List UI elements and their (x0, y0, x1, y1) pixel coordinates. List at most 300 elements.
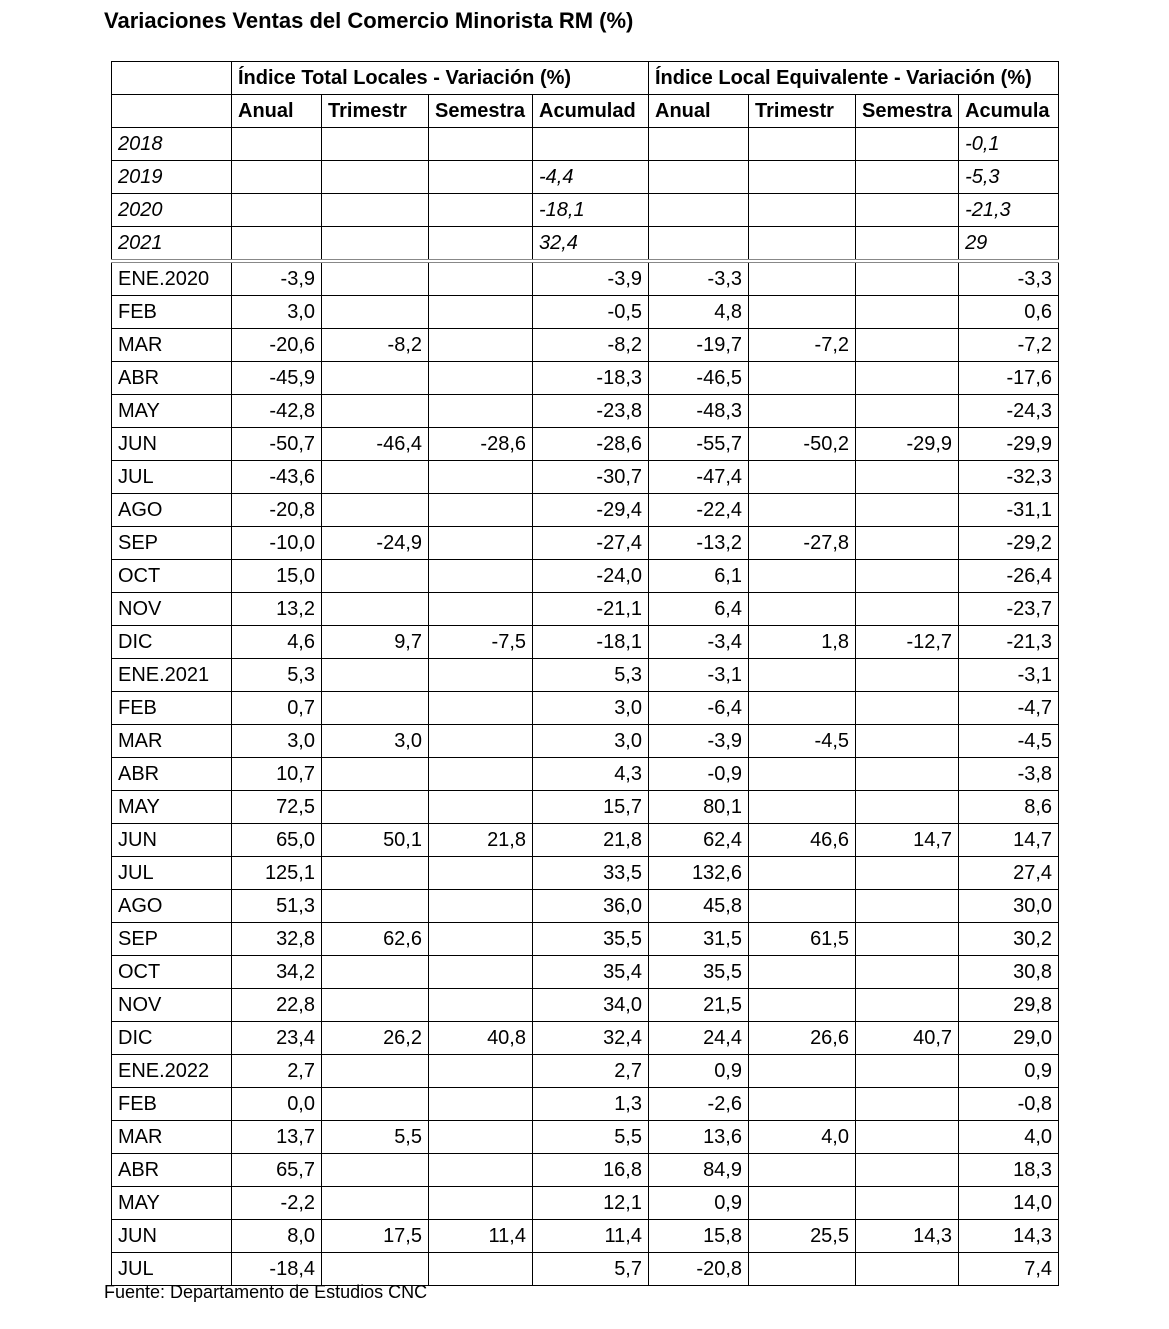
month-row (112, 725, 1059, 758)
table-cell (856, 1154, 959, 1187)
column-header: Semestra (429, 95, 533, 128)
table-cell: 4,0 (959, 1121, 1059, 1154)
month-row (112, 261, 1059, 296)
table-cell: 3,0 (322, 725, 429, 758)
month-row (112, 890, 1059, 923)
table-cell (749, 989, 856, 1022)
table-cell (322, 1154, 429, 1187)
table-cell: -18,3 (533, 362, 649, 395)
table-cell: 40,8 (429, 1022, 533, 1055)
table-cell: -23,7 (959, 593, 1059, 626)
row-label: ABR (112, 758, 232, 791)
table-cell: -3,4 (649, 626, 749, 659)
table-cell: 3,0 (533, 692, 649, 725)
table-cell (856, 494, 959, 527)
table-cell: 65,0 (232, 824, 322, 857)
table-cell: -24,0 (533, 560, 649, 593)
table-cell: 5,5 (533, 1121, 649, 1154)
table-cell: 30,8 (959, 956, 1059, 989)
table-cell (322, 161, 429, 194)
table-cell (429, 494, 533, 527)
table-cell: 1,3 (533, 1088, 649, 1121)
table-cell (749, 395, 856, 428)
table-cell (749, 1154, 856, 1187)
table-cell: 8,0 (232, 1220, 322, 1253)
table-cell (856, 791, 959, 824)
table-cell (749, 128, 856, 161)
table-cell: -21,1 (533, 593, 649, 626)
table-cell: 5,5 (322, 1121, 429, 1154)
table-cell (232, 128, 322, 161)
table-cell: 26,6 (749, 1022, 856, 1055)
month-row (112, 626, 1059, 659)
corner-cell (112, 62, 232, 95)
table-cell (429, 692, 533, 725)
table-cell: 80,1 (649, 791, 749, 824)
table-cell (856, 362, 959, 395)
column-header: Acumula (959, 95, 1059, 128)
table-cell (856, 725, 959, 758)
table-cell: -28,6 (429, 428, 533, 461)
month-row (112, 791, 1059, 824)
table-cell (322, 659, 429, 692)
table-cell: 51,3 (232, 890, 322, 923)
month-row (112, 758, 1059, 791)
table-cell: -10,0 (232, 527, 322, 560)
page-title: Variaciones Ventas del Comercio Minorista RM (%) (104, 8, 634, 33)
table-cell (856, 395, 959, 428)
table-cell (856, 1187, 959, 1220)
table-cell (429, 1088, 533, 1121)
table-cell: -3,1 (959, 659, 1059, 692)
table-cell: 29 (959, 227, 1059, 262)
row-label: JUN (112, 428, 232, 461)
month-row (112, 395, 1059, 428)
table-cell: -46,5 (649, 362, 749, 395)
table-cell (856, 1253, 959, 1286)
table-cell: -55,7 (649, 428, 749, 461)
table-cell (749, 857, 856, 890)
row-label: OCT (112, 560, 232, 593)
table-cell (322, 791, 429, 824)
table-cell: -23,8 (533, 395, 649, 428)
table-cell: 7,4 (959, 1253, 1059, 1286)
table-cell: 29,8 (959, 989, 1059, 1022)
month-row (112, 560, 1059, 593)
table-cell: 40,7 (856, 1022, 959, 1055)
table-cell (322, 362, 429, 395)
month-row (112, 1220, 1059, 1253)
table-cell: 18,3 (959, 1154, 1059, 1187)
table-cell: 14,3 (856, 1220, 959, 1253)
month-row (112, 329, 1059, 362)
table-cell: 13,2 (232, 593, 322, 626)
table-cell: -4,5 (959, 725, 1059, 758)
month-row (112, 494, 1059, 527)
table-cell (322, 128, 429, 161)
table-cell (749, 758, 856, 791)
table-cell: 46,6 (749, 824, 856, 857)
table-cell: 0,9 (649, 1187, 749, 1220)
table-cell: 32,8 (232, 923, 322, 956)
table-cell: -21,3 (959, 194, 1059, 227)
table-cell: 14,0 (959, 1187, 1059, 1220)
group-header: Índice Total Locales - Variación (%) (232, 62, 649, 95)
table-cell (429, 161, 533, 194)
table-cell: 15,8 (649, 1220, 749, 1253)
table-cell (429, 857, 533, 890)
table-cell (322, 593, 429, 626)
table-cell (649, 128, 749, 161)
column-header: Semestra (856, 95, 959, 128)
table-cell (856, 692, 959, 725)
table-cell: -19,7 (649, 329, 749, 362)
table-cell (533, 128, 649, 161)
column-header: Trimestr (749, 95, 856, 128)
table-cell: 6,4 (649, 593, 749, 626)
table-cell (749, 227, 856, 262)
table-cell (322, 989, 429, 1022)
table-cell: -3,1 (649, 659, 749, 692)
table-cell: -47,4 (649, 461, 749, 494)
table-cell (749, 261, 856, 296)
table-cell (429, 659, 533, 692)
table-cell: 32,4 (533, 1022, 649, 1055)
table-cell: -0,5 (533, 296, 649, 329)
table-cell (429, 1154, 533, 1187)
table-cell: -43,6 (232, 461, 322, 494)
table-cell (856, 296, 959, 329)
corner-cell (112, 95, 232, 128)
table-cell: -28,6 (533, 428, 649, 461)
table-cell: 23,4 (232, 1022, 322, 1055)
table-cell: -3,8 (959, 758, 1059, 791)
table-cell: -8,2 (322, 329, 429, 362)
table-cell (856, 593, 959, 626)
month-row (112, 923, 1059, 956)
table-cell (429, 296, 533, 329)
year-row (112, 227, 1059, 262)
table-cell: 2,7 (232, 1055, 322, 1088)
table-cell (322, 1055, 429, 1088)
table-cell: 16,8 (533, 1154, 649, 1187)
table-cell (232, 194, 322, 227)
table-cell (232, 227, 322, 262)
table-cell: -0,8 (959, 1088, 1059, 1121)
table-cell (429, 461, 533, 494)
table-cell (429, 791, 533, 824)
row-label: MAR (112, 1121, 232, 1154)
table-cell (749, 161, 856, 194)
table-cell: 31,5 (649, 923, 749, 956)
table-cell: 0,9 (649, 1055, 749, 1088)
month-row (112, 1187, 1059, 1220)
table-cell: 4,0 (749, 1121, 856, 1154)
table-cell (322, 956, 429, 989)
table-cell: 15,0 (232, 560, 322, 593)
table-cell: 9,7 (322, 626, 429, 659)
table-cell (429, 1055, 533, 1088)
table-cell: -29,9 (856, 428, 959, 461)
table-cell: 84,9 (649, 1154, 749, 1187)
table-cell: -18,4 (232, 1253, 322, 1286)
table-cell: 12,1 (533, 1187, 649, 1220)
table-cell (429, 956, 533, 989)
row-label: JUN (112, 824, 232, 857)
month-row (112, 593, 1059, 626)
table-cell: -45,9 (232, 362, 322, 395)
row-label: AGO (112, 494, 232, 527)
table-cell: 8,6 (959, 791, 1059, 824)
month-row (112, 1253, 1059, 1286)
row-label: MAR (112, 725, 232, 758)
table-cell (322, 395, 429, 428)
table-cell (856, 194, 959, 227)
table-cell (856, 989, 959, 1022)
table-cell (749, 659, 856, 692)
table-cell: -24,3 (959, 395, 1059, 428)
table-cell: 0,9 (959, 1055, 1059, 1088)
table-cell: 25,5 (749, 1220, 856, 1253)
table-cell: 50,1 (322, 824, 429, 857)
table-cell: 45,8 (649, 890, 749, 923)
table-cell (749, 1187, 856, 1220)
month-row (112, 1055, 1059, 1088)
table-cell (856, 560, 959, 593)
table-cell: 14,3 (959, 1220, 1059, 1253)
row-label: JUN (112, 1220, 232, 1253)
table-cell: -18,1 (533, 194, 649, 227)
table-cell (856, 329, 959, 362)
table-cell (429, 725, 533, 758)
table-cell: 4,3 (533, 758, 649, 791)
table-cell: -48,3 (649, 395, 749, 428)
column-header: Anual (649, 95, 749, 128)
table-cell: -2,2 (232, 1187, 322, 1220)
table-cell (322, 296, 429, 329)
table-cell: -3,9 (649, 725, 749, 758)
column-header: Trimestr (322, 95, 429, 128)
table-cell: -17,6 (959, 362, 1059, 395)
row-label: MAY (112, 791, 232, 824)
month-row (112, 296, 1059, 329)
table-cell: -3,3 (959, 261, 1059, 296)
table-cell (649, 227, 749, 262)
table-cell: 30,2 (959, 923, 1059, 956)
table-cell: -31,1 (959, 494, 1059, 527)
table-cell (429, 593, 533, 626)
table-cell: -8,2 (533, 329, 649, 362)
table-cell: -2,6 (649, 1088, 749, 1121)
table-cell (856, 758, 959, 791)
table-cell: 35,5 (649, 956, 749, 989)
table-cell: 13,6 (649, 1121, 749, 1154)
table-cell (749, 362, 856, 395)
row-label: ENE.2022 (112, 1055, 232, 1088)
table-cell: 14,7 (959, 824, 1059, 857)
table-cell: 15,7 (533, 791, 649, 824)
month-row (112, 956, 1059, 989)
table-cell: -6,4 (649, 692, 749, 725)
year-row (112, 128, 1059, 161)
row-label: DIC (112, 626, 232, 659)
table-cell: 62,4 (649, 824, 749, 857)
table-cell: -24,9 (322, 527, 429, 560)
table-cell: 30,0 (959, 890, 1059, 923)
table-cell: -12,7 (856, 626, 959, 659)
table-cell (429, 128, 533, 161)
table-cell (322, 890, 429, 923)
row-label: DIC (112, 1022, 232, 1055)
table-cell (429, 329, 533, 362)
table-cell: 0,0 (232, 1088, 322, 1121)
table-cell: -26,4 (959, 560, 1059, 593)
table-cell: -30,7 (533, 461, 649, 494)
row-label: FEB (112, 296, 232, 329)
table-cell: 4,6 (232, 626, 322, 659)
table-cell (856, 923, 959, 956)
month-row (112, 461, 1059, 494)
table-cell (232, 161, 322, 194)
table-cell (749, 791, 856, 824)
table-cell (856, 227, 959, 262)
table-cell: -5,3 (959, 161, 1059, 194)
month-row (112, 1154, 1059, 1187)
table-cell (322, 261, 429, 296)
month-row (112, 692, 1059, 725)
group-header: Índice Local Equivalente - Variación (%) (649, 62, 1059, 95)
month-row (112, 824, 1059, 857)
row-label: 2021 (112, 227, 232, 262)
table-cell (749, 296, 856, 329)
table-cell (856, 128, 959, 161)
table-cell: 61,5 (749, 923, 856, 956)
column-header: Acumulad (533, 95, 649, 128)
table-cell (749, 593, 856, 626)
table-cell (749, 890, 856, 923)
table-cell (322, 227, 429, 262)
table-cell (429, 527, 533, 560)
table-cell: 29,0 (959, 1022, 1059, 1055)
table-cell: 125,1 (232, 857, 322, 890)
table-cell: -32,3 (959, 461, 1059, 494)
table-cell: 72,5 (232, 791, 322, 824)
table-cell (649, 161, 749, 194)
table-cell: -29,2 (959, 527, 1059, 560)
table-cell: -7,2 (749, 329, 856, 362)
table-cell (429, 227, 533, 262)
table-cell (749, 692, 856, 725)
month-row (112, 362, 1059, 395)
table-cell (322, 1253, 429, 1286)
source-note: Fuente: Departamento de Estudios CNC (104, 1282, 428, 1302)
table-cell (322, 461, 429, 494)
month-row (112, 428, 1059, 461)
table-cell (856, 857, 959, 890)
table-cell: -4,5 (749, 725, 856, 758)
table-cell: 14,7 (856, 824, 959, 857)
table-cell: 35,4 (533, 956, 649, 989)
table-cell: -4,4 (533, 161, 649, 194)
table-cell: 24,4 (649, 1022, 749, 1055)
table-cell (749, 494, 856, 527)
table-cell: -0,1 (959, 128, 1059, 161)
row-label: ENE.2020 (112, 261, 232, 296)
table-cell: 2,7 (533, 1055, 649, 1088)
table-cell: -42,8 (232, 395, 322, 428)
table-cell: 33,5 (533, 857, 649, 890)
year-row (112, 194, 1059, 227)
row-label: FEB (112, 1088, 232, 1121)
row-label: AGO (112, 890, 232, 923)
table-cell: 6,1 (649, 560, 749, 593)
table-cell: 10,7 (232, 758, 322, 791)
table-cell: -18,1 (533, 626, 649, 659)
month-row (112, 659, 1059, 692)
table-cell (856, 1055, 959, 1088)
row-label: 2020 (112, 194, 232, 227)
table-cell (749, 1055, 856, 1088)
table-cell: -4,7 (959, 692, 1059, 725)
table-cell: 5,7 (533, 1253, 649, 1286)
table-cell: 5,3 (533, 659, 649, 692)
row-label: ENE.2021 (112, 659, 232, 692)
table-cell (749, 560, 856, 593)
table-cell: -29,9 (959, 428, 1059, 461)
table-cell (856, 890, 959, 923)
table-cell (749, 461, 856, 494)
table-cell: 5,3 (232, 659, 322, 692)
row-label: ABR (112, 362, 232, 395)
table-cell: 22,8 (232, 989, 322, 1022)
table-cell (856, 161, 959, 194)
table-cell: -50,7 (232, 428, 322, 461)
group-header-row (112, 62, 1059, 95)
table-cell: 21,8 (429, 824, 533, 857)
table-cell (429, 758, 533, 791)
table-cell (322, 692, 429, 725)
table-cell: -27,4 (533, 527, 649, 560)
table-cell (322, 1187, 429, 1220)
row-label: OCT (112, 956, 232, 989)
table-cell: 3,0 (232, 296, 322, 329)
table-cell: 11,4 (533, 1220, 649, 1253)
table-cell: 34,2 (232, 956, 322, 989)
table-cell (429, 1253, 533, 1286)
table-cell (856, 659, 959, 692)
table-cell: 62,6 (322, 923, 429, 956)
table-cell (322, 494, 429, 527)
table-cell (322, 758, 429, 791)
table-cell: -21,3 (959, 626, 1059, 659)
month-row (112, 857, 1059, 890)
row-label: 2018 (112, 128, 232, 161)
table-cell (749, 194, 856, 227)
table-cell (322, 194, 429, 227)
table-cell (429, 560, 533, 593)
table-cell (429, 395, 533, 428)
table-cell (429, 261, 533, 296)
table-cell: 34,0 (533, 989, 649, 1022)
table-cell: 36,0 (533, 890, 649, 923)
sales-variation-table (111, 61, 1059, 1286)
table-cell: 21,8 (533, 824, 649, 857)
table-cell (749, 1253, 856, 1286)
table-cell: -7,2 (959, 329, 1059, 362)
row-label: MAY (112, 395, 232, 428)
table-cell: -3,3 (649, 261, 749, 296)
table-cell (856, 1088, 959, 1121)
